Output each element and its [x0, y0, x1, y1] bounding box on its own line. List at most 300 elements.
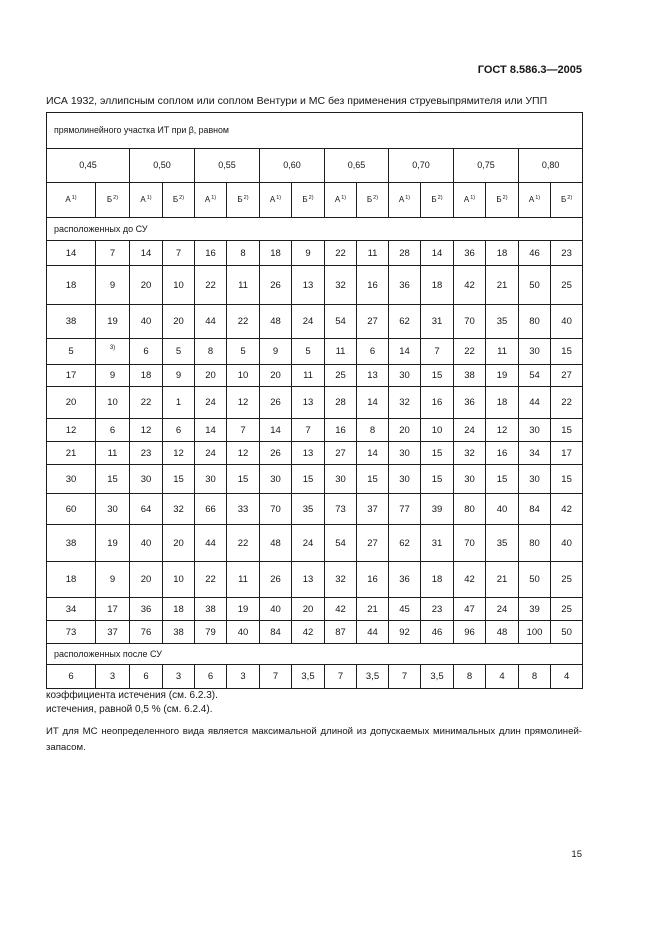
table-cell: 26	[260, 387, 292, 419]
table-cell: 27	[551, 365, 583, 387]
table-cell: 3	[227, 665, 260, 689]
table-cell: 92	[389, 621, 421, 644]
table-cell: 6	[130, 339, 163, 365]
column-letter: Б	[431, 194, 437, 204]
table-cell: 32	[325, 562, 357, 598]
footnote-mark: 1)	[341, 194, 347, 201]
table-row	[47, 365, 583, 387]
table-cell: 27	[325, 442, 357, 465]
table-cell: 8	[454, 665, 486, 689]
beta-header: 0,60	[260, 149, 325, 183]
table-title: прямолинейного участка ИТ при β, равном	[47, 113, 583, 149]
table-cell: 9	[96, 365, 130, 387]
column-letter: А	[334, 194, 341, 204]
footnote-mark: 2)	[243, 194, 249, 201]
table-cell: 6	[130, 665, 163, 689]
column-label	[325, 183, 357, 218]
table-cell: 54	[325, 305, 357, 339]
table-cell: 50	[551, 621, 583, 644]
table-cell: 40	[260, 598, 292, 621]
table-cell: 15	[551, 419, 583, 442]
table-cell: 25	[551, 562, 583, 598]
table-cell: 26	[260, 266, 292, 305]
table-cell: 24	[195, 387, 227, 419]
table-cell: 100	[519, 621, 551, 644]
table-row	[47, 562, 583, 598]
table-cell: 38	[454, 365, 486, 387]
table-cell: 16	[357, 266, 389, 305]
table-row	[47, 339, 583, 365]
paragraph-line: ИТ для МС неопределенного вида является максимальной длиной из допускаемых минимальных длин прямолиней-	[46, 726, 582, 737]
section-before-label: расположенных до СУ	[47, 218, 583, 241]
table-cell: 5	[227, 339, 260, 365]
footnote-mark: 1)	[470, 194, 476, 201]
table-cell: 20	[130, 562, 163, 598]
footnote-mark: 1)	[211, 194, 217, 201]
table-cell: 3,5	[292, 665, 325, 689]
table-cell: 15	[163, 465, 195, 494]
table-cell: 14	[130, 241, 163, 266]
table-cell: 44	[195, 525, 227, 562]
table-cell: 22	[195, 266, 227, 305]
table-cell: 87	[325, 621, 357, 644]
table-cell: 9	[163, 365, 195, 387]
table-cell: 42	[454, 562, 486, 598]
table-cell: 18	[486, 387, 519, 419]
table-cell: 11	[227, 562, 260, 598]
table-cell: 26	[260, 442, 292, 465]
table-cell: 80	[519, 525, 551, 562]
table-cell: 70	[454, 305, 486, 339]
table-cell: 15	[421, 442, 454, 465]
table-row	[47, 266, 583, 305]
standard-designation: ГОСТ 8.586.3—2005	[477, 64, 582, 76]
table-cell: 36	[389, 562, 421, 598]
table-cell: 8	[195, 339, 227, 365]
beta-header: 0,80	[519, 149, 583, 183]
table-cell: 40	[227, 621, 260, 644]
table-cell: 21	[486, 266, 519, 305]
table-cell: 7	[163, 241, 195, 266]
table-row	[47, 241, 583, 266]
column-label	[292, 183, 325, 218]
table-cell: 8	[357, 419, 389, 442]
table-cell: 35	[486, 305, 519, 339]
table-cell: 44	[357, 621, 389, 644]
table-cell: 15	[227, 465, 260, 494]
table-cell: 21	[486, 562, 519, 598]
table-cell: 15	[421, 365, 454, 387]
table-cell: 13	[292, 266, 325, 305]
table-cell: 16	[421, 387, 454, 419]
table-cell: 19	[227, 598, 260, 621]
table-cell: 35	[292, 494, 325, 525]
beta-header: 0,50	[130, 149, 195, 183]
table-cell: 36	[454, 241, 486, 266]
table-cell: 6	[357, 339, 389, 365]
table-title-row	[47, 113, 583, 149]
footnote-mark: 1)	[276, 194, 282, 201]
table-cell: 36	[454, 387, 486, 419]
table-cell: 16	[486, 442, 519, 465]
column-label	[454, 183, 486, 218]
table-cell: 7	[260, 665, 292, 689]
footnote-mark: 2)	[373, 194, 379, 201]
table-cell: 30	[519, 339, 551, 365]
table-cell: 40	[551, 305, 583, 339]
table-cell: 54	[325, 525, 357, 562]
table-row	[47, 665, 583, 689]
table-cell: 12	[163, 442, 195, 465]
table-cell: 3	[163, 665, 195, 689]
footnote-line: коэффициента истечения (см. 6.2.3).	[46, 690, 218, 701]
table-cell: 24	[292, 525, 325, 562]
table-cell: 6	[96, 419, 130, 442]
table-cell: 16	[195, 241, 227, 266]
table-cell: 20	[195, 365, 227, 387]
table-cell: 22	[551, 387, 583, 419]
table-cell: 42	[292, 621, 325, 644]
table-cell: 15	[96, 465, 130, 494]
table-cell: 96	[454, 621, 486, 644]
table-cell: 20	[47, 387, 96, 419]
table-cell: 7	[421, 339, 454, 365]
table-cell: 39	[421, 494, 454, 525]
column-letter: А	[65, 194, 71, 204]
table-row	[47, 465, 583, 494]
table-cell: 30	[325, 465, 357, 494]
table-cell: 32	[389, 387, 421, 419]
table-cell: 21	[47, 442, 96, 465]
table-cell: 8	[519, 665, 551, 689]
table-cell: 38	[163, 621, 195, 644]
beta-header: 0,70	[389, 149, 454, 183]
table-cell: 27	[357, 305, 389, 339]
table-cell: 20	[292, 598, 325, 621]
table-cell: 30	[389, 365, 421, 387]
table-cell: 15	[292, 465, 325, 494]
table-cell: 11	[227, 266, 260, 305]
table-cell: 40	[551, 525, 583, 562]
table-cell: 45	[389, 598, 421, 621]
table-cell: 10	[227, 365, 260, 387]
table-cell: 10	[163, 562, 195, 598]
table-cell: 40	[130, 525, 163, 562]
beta-header: 0,75	[454, 149, 519, 183]
table-cell: 19	[96, 525, 130, 562]
column-label	[227, 183, 260, 218]
column-label	[47, 183, 96, 218]
table-cell: 60	[47, 494, 96, 525]
table-cell: 23	[130, 442, 163, 465]
table-cell: 24	[454, 419, 486, 442]
table-cell: 77	[389, 494, 421, 525]
table-cell: 17	[551, 442, 583, 465]
footnote-mark: 2)	[179, 194, 185, 201]
table-cell: 8	[227, 241, 260, 266]
table-cell: 15	[357, 465, 389, 494]
table-cell: 40	[486, 494, 519, 525]
column-letter: А	[528, 194, 535, 204]
table-cell: 80	[519, 305, 551, 339]
table-cell: 30	[519, 419, 551, 442]
column-letter: А	[398, 194, 405, 204]
table-row	[47, 525, 583, 562]
table-caption: ИСА 1932, эллипсным соплом или соплом Вентури и МС без применения струевыпрямителя или УПП	[46, 95, 548, 107]
table-cell: 3,5	[421, 665, 454, 689]
table-cell: 34	[519, 442, 551, 465]
table-cell: 54	[519, 365, 551, 387]
paragraph	[46, 724, 582, 756]
table-cell: 11	[357, 241, 389, 266]
table-cell: 7	[227, 419, 260, 442]
table-cell: 22	[227, 525, 260, 562]
table-cell: 20	[389, 419, 421, 442]
table-cell: 19	[96, 305, 130, 339]
table-cell: 30	[47, 465, 96, 494]
column-letter: А	[204, 194, 211, 204]
table-cell: 48	[486, 621, 519, 644]
table-cell: 26	[260, 562, 292, 598]
column-letter: А	[140, 194, 146, 204]
table-cell: 64	[130, 494, 163, 525]
table-cell: 14	[47, 241, 96, 266]
table-cell: 13	[357, 365, 389, 387]
table-cell: 14	[357, 387, 389, 419]
table-cell: 30	[519, 465, 551, 494]
table-cell: 7	[325, 665, 357, 689]
table-cell: 42	[454, 266, 486, 305]
footnote-mark: 1)	[71, 194, 77, 201]
beta-header: 0,65	[325, 149, 389, 183]
table-cell: 11	[325, 339, 357, 365]
table-cell: 15	[551, 339, 583, 365]
table-row	[47, 598, 583, 621]
table-cell: 6	[163, 419, 195, 442]
table-cell: 9	[96, 266, 130, 305]
table-cell: 9	[292, 241, 325, 266]
table-cell: 18	[47, 266, 96, 305]
column-label	[421, 183, 454, 218]
column-letter: Б	[496, 194, 502, 204]
table-cell: 7	[292, 419, 325, 442]
table-cell: 12	[130, 419, 163, 442]
table-cell: 18	[130, 365, 163, 387]
column-label	[195, 183, 227, 218]
table-cell: 32	[454, 442, 486, 465]
table-cell: 15	[421, 465, 454, 494]
table-cell: 37	[357, 494, 389, 525]
table-cell	[96, 339, 130, 365]
table-cell: 18	[421, 266, 454, 305]
table-row	[47, 621, 583, 644]
column-label	[357, 183, 389, 218]
column-label	[551, 183, 583, 218]
column-label	[389, 183, 421, 218]
table-cell: 4	[551, 665, 583, 689]
table-cell: 5	[292, 339, 325, 365]
table-row	[47, 494, 583, 525]
straight-length-table	[46, 112, 583, 689]
table-cell: 44	[519, 387, 551, 419]
table-cell: 9	[260, 339, 292, 365]
table-cell: 62	[389, 525, 421, 562]
table-row	[47, 442, 583, 465]
table-cell: 31	[421, 305, 454, 339]
table-cell: 79	[195, 621, 227, 644]
table-cell: 12	[486, 419, 519, 442]
table-cell: 32	[163, 494, 195, 525]
table-cell: 32	[325, 266, 357, 305]
column-letter: А	[269, 194, 276, 204]
table-cell: 14	[389, 339, 421, 365]
table-cell: 10	[163, 266, 195, 305]
table-cell: 5	[163, 339, 195, 365]
table-cell: 17	[47, 365, 96, 387]
table-cell: 14	[260, 419, 292, 442]
footnote-mark: 2)	[567, 194, 573, 201]
table-cell: 84	[519, 494, 551, 525]
table-cell: 20	[260, 365, 292, 387]
footnote-line: истечения, равной 0,5 % (см. 6.2.4).	[46, 704, 213, 715]
table-cell: 12	[47, 419, 96, 442]
table-cell: 18	[486, 241, 519, 266]
table-cell: 25	[325, 365, 357, 387]
table-cell: 15	[486, 465, 519, 494]
table-cell: 30	[260, 465, 292, 494]
footnote-mark: 1)	[405, 194, 411, 201]
table-cell: 13	[292, 387, 325, 419]
table-cell: 84	[260, 621, 292, 644]
table-cell: 37	[96, 621, 130, 644]
table-cell: 16	[357, 562, 389, 598]
table-cell: 14	[421, 241, 454, 266]
table-cell: 5	[47, 339, 96, 365]
table-cell: 50	[519, 266, 551, 305]
table-cell: 11	[486, 339, 519, 365]
table-cell: 22	[454, 339, 486, 365]
table-cell: 42	[551, 494, 583, 525]
column-letter: А	[463, 194, 470, 204]
column-label	[96, 183, 130, 218]
table-row	[47, 419, 583, 442]
paragraph-line: запасом.	[46, 742, 86, 753]
table-cell: 47	[454, 598, 486, 621]
footnote-mark: 3)	[109, 345, 116, 351]
table-cell: 30	[454, 465, 486, 494]
table-cell: 19	[486, 365, 519, 387]
section-after-label: расположенных после СУ	[47, 644, 583, 665]
table-cell: 30	[389, 465, 421, 494]
table-cell: 13	[292, 442, 325, 465]
table-cell: 42	[325, 598, 357, 621]
footnote-mark: 2)	[437, 194, 443, 201]
beta-header: 0,45	[47, 149, 130, 183]
table-cell: 40	[130, 305, 163, 339]
table-cell: 33	[227, 494, 260, 525]
table-cell: 14	[195, 419, 227, 442]
page-number: 15	[571, 849, 582, 860]
table-cell: 36	[389, 266, 421, 305]
table-cell: 73	[325, 494, 357, 525]
column-label	[486, 183, 519, 218]
section-row	[47, 644, 583, 665]
table-cell: 25	[551, 266, 583, 305]
footnote-mark: 2)	[502, 194, 508, 201]
table-cell: 80	[454, 494, 486, 525]
table-cell: 31	[421, 525, 454, 562]
table-cell: 35	[486, 525, 519, 562]
table-cell: 3	[96, 665, 130, 689]
table-cell: 11	[292, 365, 325, 387]
table-cell: 20	[163, 525, 195, 562]
table-cell: 12	[227, 442, 260, 465]
table-cell: 18	[421, 562, 454, 598]
table-cell: 22	[130, 387, 163, 419]
column-label	[519, 183, 551, 218]
column-label	[163, 183, 195, 218]
table-cell: 7	[389, 665, 421, 689]
table-cell: 36	[130, 598, 163, 621]
table-cell: 27	[357, 525, 389, 562]
table-cell: 76	[130, 621, 163, 644]
section-row	[47, 218, 583, 241]
table-cell: 23	[551, 241, 583, 266]
table-cell: 28	[325, 387, 357, 419]
table-cell: 70	[260, 494, 292, 525]
footnote-mark: 1)	[146, 194, 152, 201]
footnote-mark: 2)	[113, 194, 119, 201]
footnote-mark: 1)	[535, 194, 541, 201]
table-cell: 16	[325, 419, 357, 442]
table-cell: 28	[389, 241, 421, 266]
table-cell: 20	[163, 305, 195, 339]
table-cell: 38	[47, 305, 96, 339]
table-cell: 22	[195, 562, 227, 598]
table-cell: 7	[96, 241, 130, 266]
table-cell: 30	[389, 442, 421, 465]
table-cell: 18	[163, 598, 195, 621]
table-row	[47, 305, 583, 339]
table-cell: 4	[486, 665, 519, 689]
table-cell: 21	[357, 598, 389, 621]
table-cell: 1	[163, 387, 195, 419]
footnote-mark: 2)	[308, 194, 314, 201]
table-cell: 34	[47, 598, 96, 621]
table-cell: 20	[130, 266, 163, 305]
table-row	[47, 387, 583, 419]
table-cell: 12	[227, 387, 260, 419]
table-cell: 38	[195, 598, 227, 621]
table-cell: 24	[195, 442, 227, 465]
table-cell: 46	[421, 621, 454, 644]
table-cell: 24	[486, 598, 519, 621]
table-cell: 48	[260, 525, 292, 562]
table-cell: 22	[325, 241, 357, 266]
table-cell: 14	[357, 442, 389, 465]
table-cell: 30	[195, 465, 227, 494]
table-cell: 11	[96, 442, 130, 465]
table-cell: 13	[292, 562, 325, 598]
column-letter: Б	[561, 194, 567, 204]
table-cell: 18	[47, 562, 96, 598]
table-cell: 38	[47, 525, 96, 562]
column-label	[130, 183, 163, 218]
table-cell: 25	[551, 598, 583, 621]
table-cell: 50	[519, 562, 551, 598]
table-cell: 6	[195, 665, 227, 689]
beta-row	[47, 149, 583, 183]
